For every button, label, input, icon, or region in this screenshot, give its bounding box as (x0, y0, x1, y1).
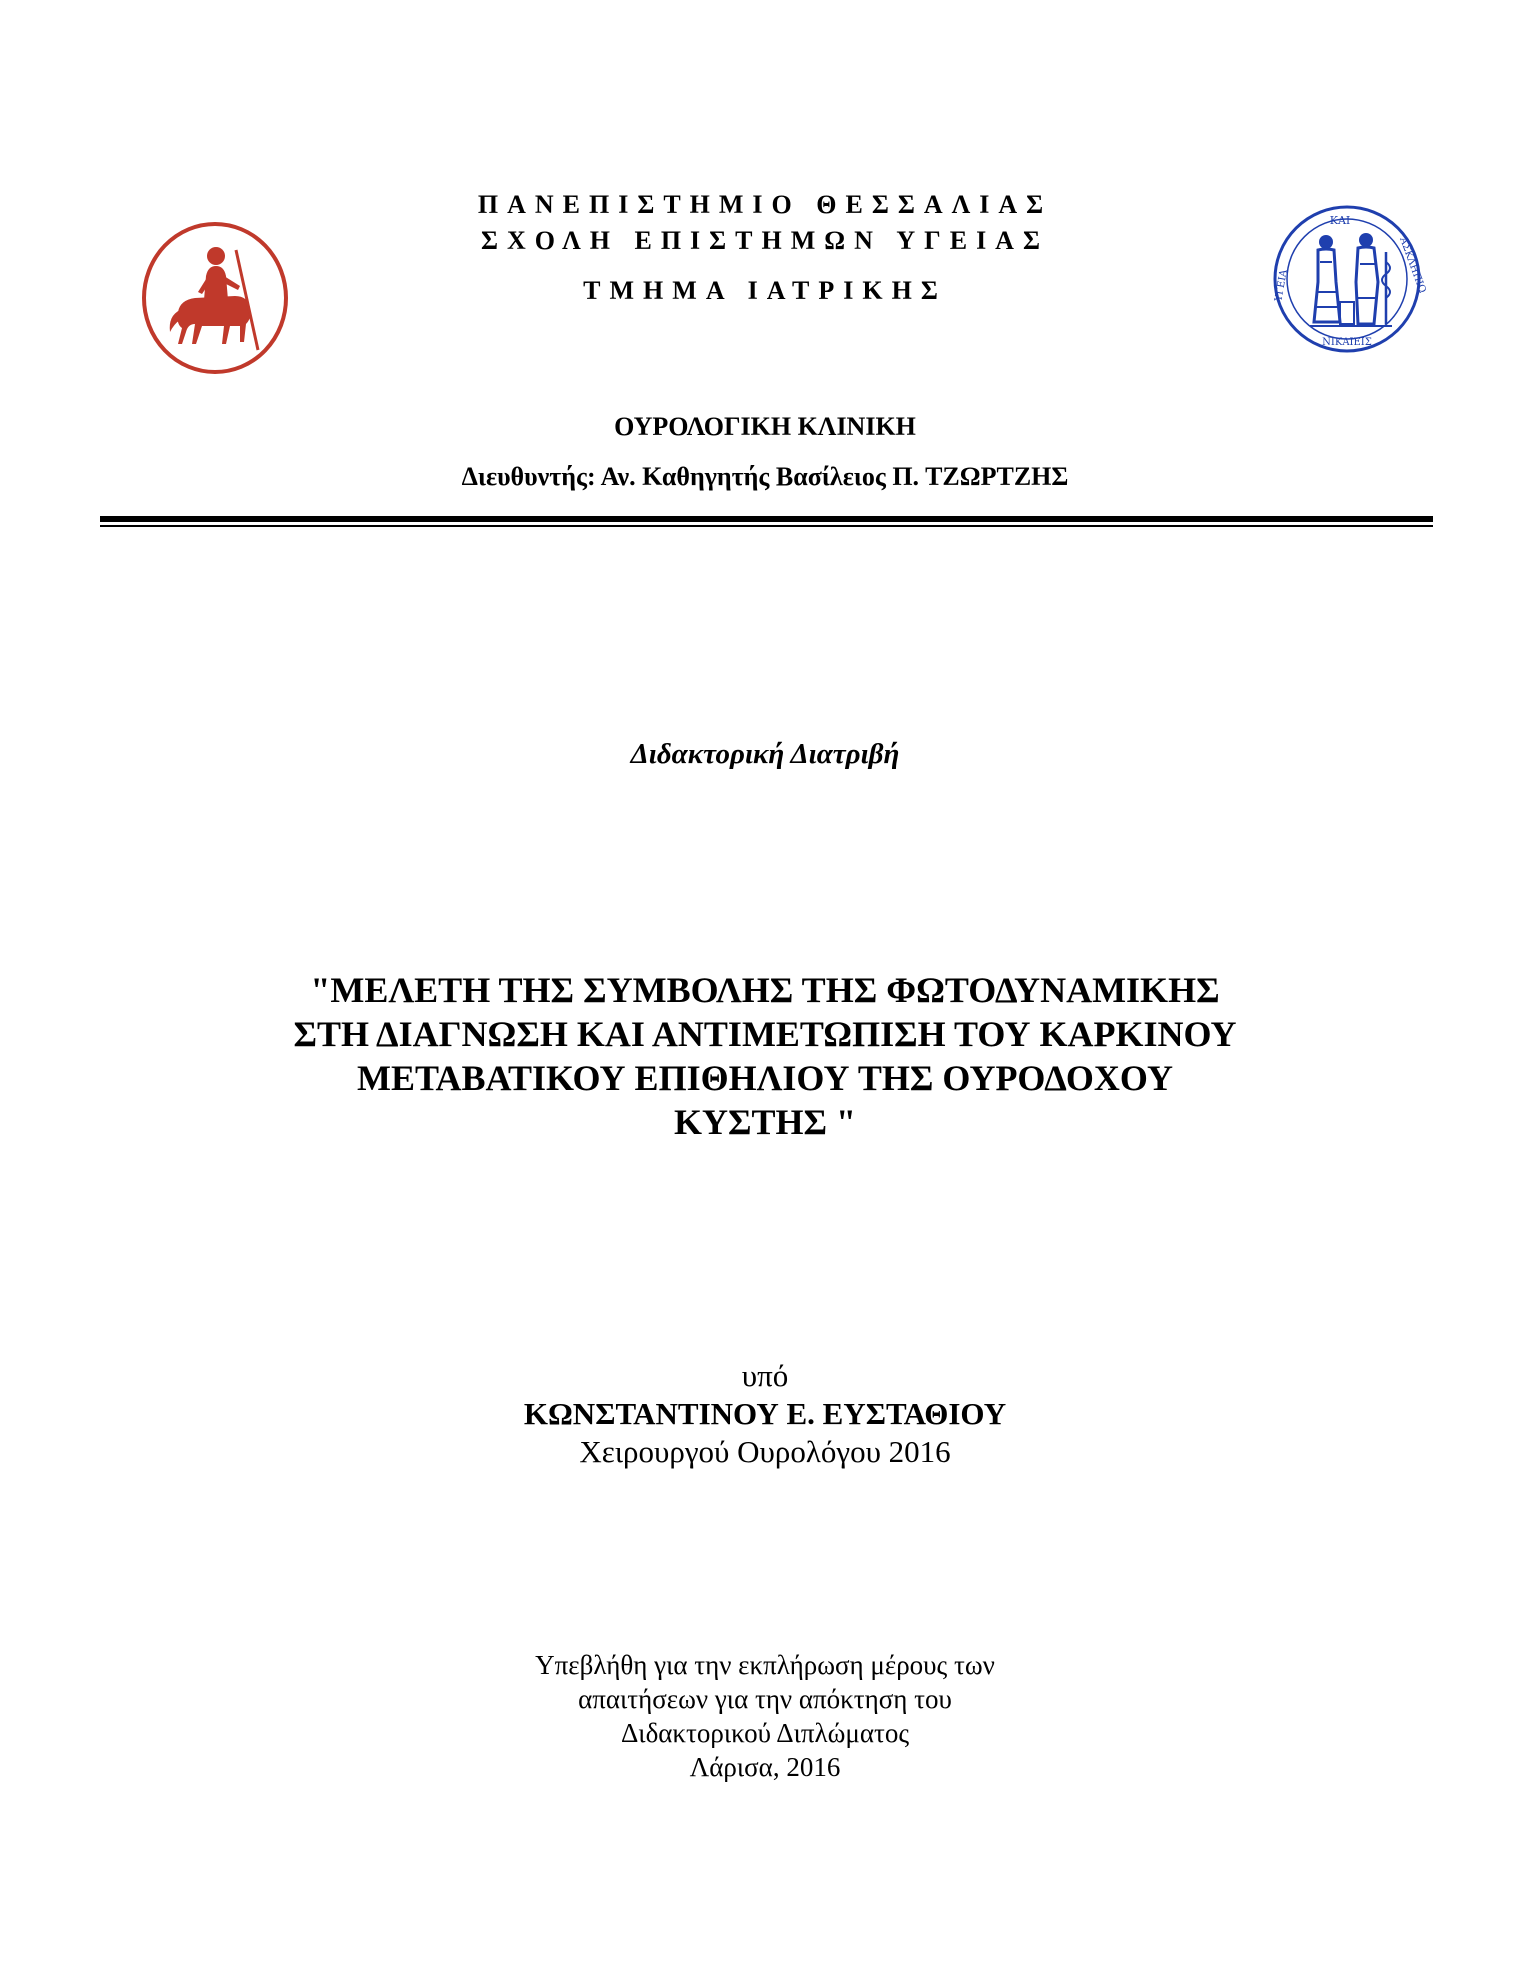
header-divider-thick (100, 516, 1433, 522)
university-name: ΠΑΝΕΠΙΣΤΗΜΙΟ ΘΕΣΣΑΛΙΑΣ (477, 190, 1053, 219)
clinic-name: ΟΥΡΟΛΟΓΙΚΗ ΚΛΙΝΙΚΗ (614, 412, 916, 441)
thesis-title (0, 968, 1530, 1144)
submission-statement (0, 1648, 1530, 1784)
header-divider-thin (100, 525, 1433, 527)
seal-inscription-right: ΑΣΚΛΗΠΙΩ (1397, 235, 1428, 295)
school-name: ΣΧΟΛΗ ΕΠΙΣΤΗΜΩΝ ΥΓΕΙΑΣ (481, 226, 1049, 255)
thesis-title-line: ΣΤΗ ΔΙΑΓΝΩΣΗ ΚΑΙ ΑΝΤΙΜΕΤΩΠΙΣΗ ΤΟΥ ΚΑΡΚΙΝΟΥ (293, 1014, 1237, 1054)
submission-line: Διδακτορικού Διπλώματος (620, 1718, 910, 1748)
thesis-title-line: "ΜΕΛΕΤΗ ΤΗΣ ΣΥΜΒΟΛΗΣ ΤΗΣ ΦΩΤΟΔΥΝΑΜΙΚΗΣ (310, 970, 1220, 1010)
author-name: ΚΩΝΣΤΑΝΤΙΝΟΥ Ε. ΕΥΣΤΑΘΙΟΥ (523, 1396, 1007, 1431)
department-name: ΤΜΗΜΑ ΙΑΤΡΙΚΗΣ (583, 276, 947, 305)
seal-inscription-left: ΥΓΕΙΑ (1273, 268, 1290, 303)
author-block (0, 1357, 1530, 1471)
thesis-type: Διδακτορική Διατριβή (630, 738, 900, 770)
seal-inscription-top: ΚΑΙ (1329, 214, 1351, 227)
submission-line: απαιτήσεων για την απόκτηση του (578, 1684, 952, 1714)
thesis-title-line: ΚΥΣΤΗΣ " (673, 1102, 857, 1142)
thesis-title-line: ΜΕΤΑΒΑΤΙΚΟΥ ΕΠΙΘΗΛΙΟΥ ΤΗΣ ΟΥΡΟΔΟΧΟΥ (357, 1058, 1173, 1098)
author-by: υπό (741, 1358, 789, 1393)
place-date: Λάρισα, 2016 (689, 1752, 841, 1782)
clinic-director: Διευθυντής: Αν. Καθηγητής Βασίλειος Π. ΤΖΩΡΤΖΗΣ (461, 462, 1069, 491)
author-role: Χειρουργού Ουρολόγου 2016 (579, 1434, 951, 1469)
submission-line: Υπεβλήθη για την εκπλήρωση μέρους των (535, 1650, 995, 1680)
seal-inscription-bottom: ΝΙΚΑΙΕΙΣ (1322, 337, 1372, 348)
